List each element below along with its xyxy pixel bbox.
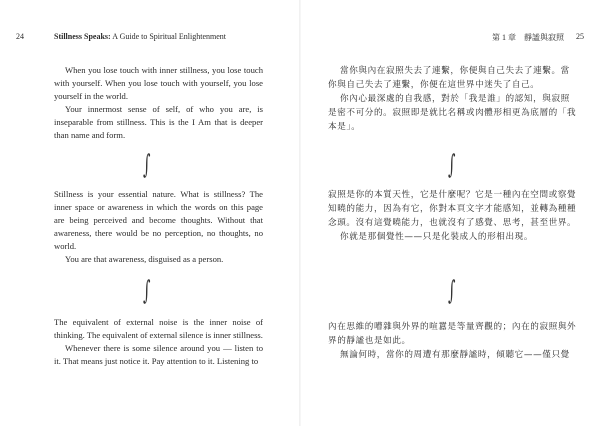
left-running-header [54,32,226,41]
section-ornament-icon: ∫ [143,276,151,306]
section-ornament-icon: ∫ [143,150,151,180]
section-ornament-icon: ∫ [448,150,456,180]
left-section-2 [54,188,263,266]
right-page-number: 25 [576,32,584,41]
right-section-3 [328,320,578,362]
right-section-1 [328,64,578,134]
right-paragraph: 你內心最深處的自我感，對於「我是誰」的認知，與寂照是密不可分的。寂照即是就比名稱或肉體形相更為底層的「我本是」。 [328,94,577,132]
right-paragraph: 當你與內在寂照失去了連繫，你便與自己失去了連繫。當你與自己失去了連繫，你便在這世界中迷失了自己。 [328,66,570,90]
left-page-number: 24 [16,32,24,41]
left-section-3 [54,316,263,368]
right-paragraph: 寂照是你的本質天性，它是什麼呢？它是一種內在空間或察覺知曉的能力，因為有它，你對本頁文字才能感知，並轉為種種念頭。沒有這覺曉能力，也就沒有了感覺、思考，甚至世界。 [328,190,577,228]
left-section-1 [54,64,263,142]
section-ornament-icon: ∫ [448,276,456,306]
right-running-header: 第 1 章 靜謐與寂照 [492,33,564,42]
left-paragraph: Stillness is your essential nature. What is stillness? The inner space or awareness in which the words on this page are being perceived and become thoughts. Without that awareness, there would be no perception, no thoughts, no world. [54,189,263,251]
running-title-sub: A Guide to Spiritual Enlightenment [110,32,227,41]
left-paragraph: The equivalent of external noise is the inner noise of thinking. The equivalent of external silence is inner stillness. [54,317,263,340]
left-paragraph: You are that awareness, disguised as a person. [65,254,224,264]
left-paragraph: When you lose touch with inner stillness, you lose touch with yourself. When you lose touch with yourself, you lose yourself in the world. [54,65,263,101]
left-paragraph: Whenever there is some silence around you — listen to it. That means just notice it. Pay attention to it. Listening to [54,343,263,366]
right-paragraph: 你就是那個覺性——只是化裝成人的形相出現。 [340,232,534,242]
left-paragraph: Your innermost sense of self, of who you are, is inseparable from stillness. This is the I Am that is deeper than name and form. [54,104,263,140]
right-paragraph: 無論何時，當你的周遭有那麼靜謐時，傾聽它——僅只覺 [340,350,570,360]
right-section-2 [328,188,578,244]
right-paragraph: 內在思維的嘈雜與外界的喧囂是等量齊觀的；內在的寂照與外界的靜謐也是如此。 [328,322,577,346]
running-title-main: Stillness Speaks: [54,32,111,41]
